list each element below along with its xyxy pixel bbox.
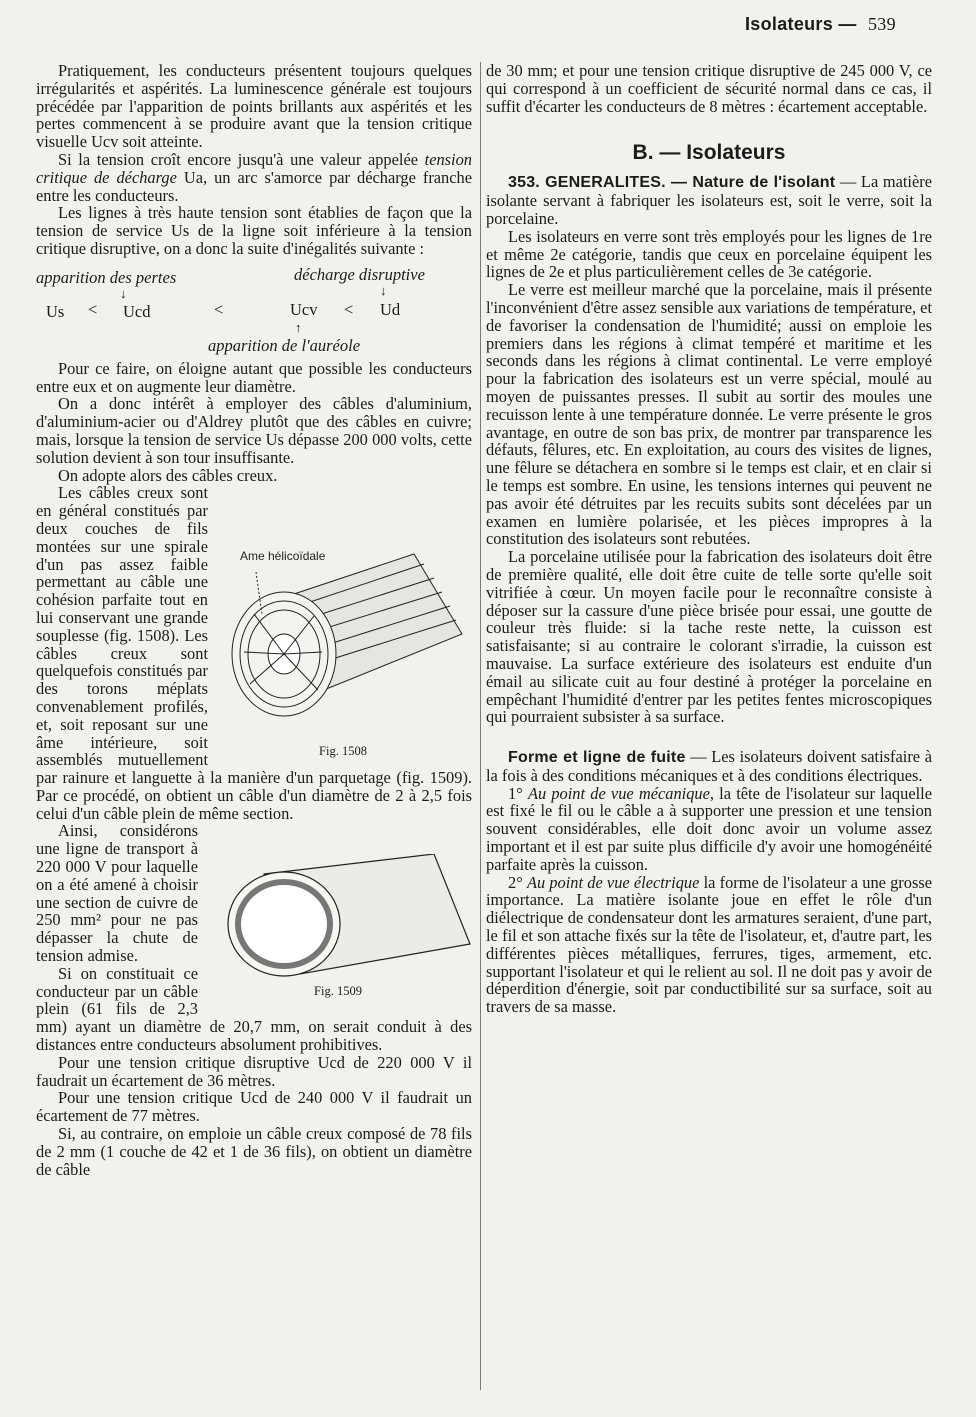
paragraph: 2° Au point de vue électrique la forme de l'isolateur a une grosse importance. La matière isolante joue en effet le rôle d'un diélectrique de condensateur dont les armatures seraient, d'une part, le fil et son attache fixés sur la tête de l'isolateur, et, d'autre part, les différentes pièces métalliques, ferrures, tiges, armement, etc. supportant l'isolateur et qui le relient au sol. Il ne doit pas y avoir de déperdition d'énergie, soit par conductibilité sur sa surface, soit au travers de sa masse. [486,872,932,1017]
subsection-heading: 353. GENERALITES. — Nature de l'isolant [508,174,836,192]
paragraph: La porcelaine utilisée pour la fabrication des isolateurs doit être de première qualité, elle doit être cuite de telle sorte qu'elle soit vitrifiée à cœur. Un moyen facile pour le reconnaître consiste à déposer sur la cassure d'une pièce brisée pour essai, une goutte de couleur très fluide: si la tache reste nette, la cuisson est satisfaisante; si au contraire le colorant s'irradie, la cuisson est mauvaise. La surface extérieure des isolateurs est enduite d'un émail au silicate cuit au four destiné à protéger la porcelaine en empêchant l'humidité d'entrer par les petites fentes microscopiques qui pourraient subsister à sa surface. [486,547,932,727]
paragraph: On a donc intérêt à employer des câbles d'aluminium, d'aluminium-acier ou d'Aldrey plutôt que des câbles en cuivre; mais, lorsque la tension de service Us dépasse 200 000 volts, cette solution devient à son tour insuffisante. [36,394,472,467]
paragraph: 1° Au point de vue mécanique, la tête de l'isolateur sur laquelle est fixé le fil ou le câble a à supporter une pression et une tension souvent considérables, elle doit donc avoir un volume assez important et il est par suite plus difficile d'y avoir une homogénéité parfaite après la cuisson. [486,783,932,874]
fig-1508-caption: Fig. 1508 [319,744,367,759]
formula-label-discharge: décharge disruptive [294,264,425,284]
hollow-cable-section-illustration [204,854,472,984]
paragraph: Ainsi, considérons une ligne de transport à 220 000 V pour laquelle on a été amené à choisir une section de cuivre de 250 mm² pour ne pas dépasser la chute de tension admise. [36,821,198,966]
formula-label-aureole: apparition de l'auréole [208,335,361,355]
header-dash: — [838,14,857,34]
paragraph: Pour une tension critique Ucd de 240 000 V il faudrait un écartement de 77 mètres. [36,1088,472,1126]
paragraph: Pour une tension critique disruptive Ucd de 220 000 V il faudrait un écartement de 36 mètres. [36,1052,472,1090]
formula-us: Us [46,301,65,321]
paragraph: Pour ce faire, on éloigne autant que possible les conducteurs entre eux et on augmente leur diamètre. [36,358,472,396]
section-title: B. — Isolateurs [632,141,786,165]
paragraph: Les câbles creux sont en général constitués par deux couches de fils montées sur une spirale d'un pas assez faible permettant au câble une cohésion parfaite tout en lui conservant une grande souplesse (fig. 1508). Les câbles creux sont quelquefois constitués par des torons méplats convenablement profilés, et, soit reposant sur une âme intérieure, soit assemblés mutuellement par rainure et languette à la manière d'un parquetage (fig. 1509). Par ce procédé, on obtient un câble d'un diamètre de 2 à 2,5 fois celui d'un câble plein de même section. [36,483,472,823]
paragraph: Si, au contraire, on emploie un câble creux composé de 78 fils de 2 mm (1 couche de 42 et 1 de 36 fils), on obtient un diamètre de câble [36,1124,472,1179]
running-header [745,14,896,35]
svg-text:Ame hélicoïdale [240,549,326,563]
paragraph: Pratiquement, les conducteurs présentent toujours quelques irrégularités et aspérités. La luminescence générale est toujours précédée par l'apparition de points brillants aux aspérités et les pertes commencent à se produire avant que la tension critique visuelle Ucv soit atteinte. [36,61,472,152]
inequality-formula [36,260,472,356]
formula-label-losses: apparition des pertes [36,267,177,287]
paragraph: Le verre est meilleur marché que la porcelaine, mais il présente l'inconvénient d'être assez sensible aux variations de température, et de favoriser la condensation de l'humidité; aussi on emploie les premiers dans les régions à climat tempéré et maritime et les seconds dans les régions à climat continental. Le verre employé pour la fabrication des isolateurs est un verre spécial, moulé au moyen de puissantes presses. Il subit au sortir des moules une recuisson lente à une température donnée. Le verre présente le gros avantage, en outre de son bas prix, de montrer par transparence les défauts, fêlures, etc. En exploitation, au cours des visites de lignes, une fêlure se détachera en sombre si le temps est clair, et en clair si le temps est sombre. En usine, les tensions internes qui peuvent ne pas avoir été détruites par les recuits subits sont décelées par un examen en lumière polarisée, et les pièces impropres à la constitution des isolateurs sont rebutées. [486,280,933,549]
paragraph: 353. GENERALITES. — Nature de l'isolant — La matière isolante servant à fabriquer les isolateurs est, soit le verre, soit la porcelaine. [486,172,932,228]
paragraph: Les isolateurs en verre sont très employés pour les lignes de 1re et même 2e catégorie, tandis que ceux en porcelaine équipent les lignes de 2e et plus particulièrement celles de 3e catégorie. [486,226,932,282]
arrow-down-icon: ↓ [120,285,127,301]
paragraph: Forme et ligne de fuite — Les isolateurs doivent satisfaire à la fois à des conditions mécaniques et à des conditions électriques. [486,747,932,785]
formula-lt: < [214,299,224,319]
paragraph: Si la tension croît encore jusqu'à une valeur appelée tension critique de décharge Ua, un arc s'amorce par décharge franche entre les conducteurs. [36,149,472,205]
arrow-down-icon: ↓ [380,282,387,298]
formula-ud: Ud [380,299,401,319]
paragraph: Les lignes à très haute tension sont établies de façon que la tension de service Us de la ligne soit inférieure à la tension critique disruptive, on a donc la suite d'inégalités suivante : [36,203,472,258]
subsection-heading: Forme et ligne de fuite [508,749,686,767]
figure-1509 [204,854,472,999]
paragraph: On adopte alors des câbles creux. [58,465,278,485]
column-divider [480,62,481,1390]
page-number: 539 [867,14,896,34]
fig-1509-caption: Fig. 1509 [314,984,362,999]
formula-ucv: Ucv [290,299,318,319]
formula-ucd: Ucd [123,301,151,321]
fig-1508-label: Ame hélicoïdale [240,549,326,564]
paragraph: de 30 mm; et pour une tension critique disruptive de 245 000 V, ce qui correspond à un coefficient de sécurité normal dans ce cas, il suffit d'écarter les conducteurs de 8 mètres : écartement acceptable. [486,61,932,116]
hollow-cable-illustration [214,544,472,744]
figure-1508 [214,544,472,759]
left-column [36,62,472,1178]
formula-lt: < [88,299,98,319]
right-column [486,62,932,1016]
paragraph: Si on constituait ce conducteur par un câble plein (61 fils de 2,3 mm) ayant un diamètre de 20,7 mm, on serait conduit à des distances entre conducteurs absolument prohibitives. [36,963,472,1055]
formula-lt: < [344,299,354,319]
arrow-up-icon: ↑ [295,319,302,335]
header-title: Isolateurs [745,14,834,34]
